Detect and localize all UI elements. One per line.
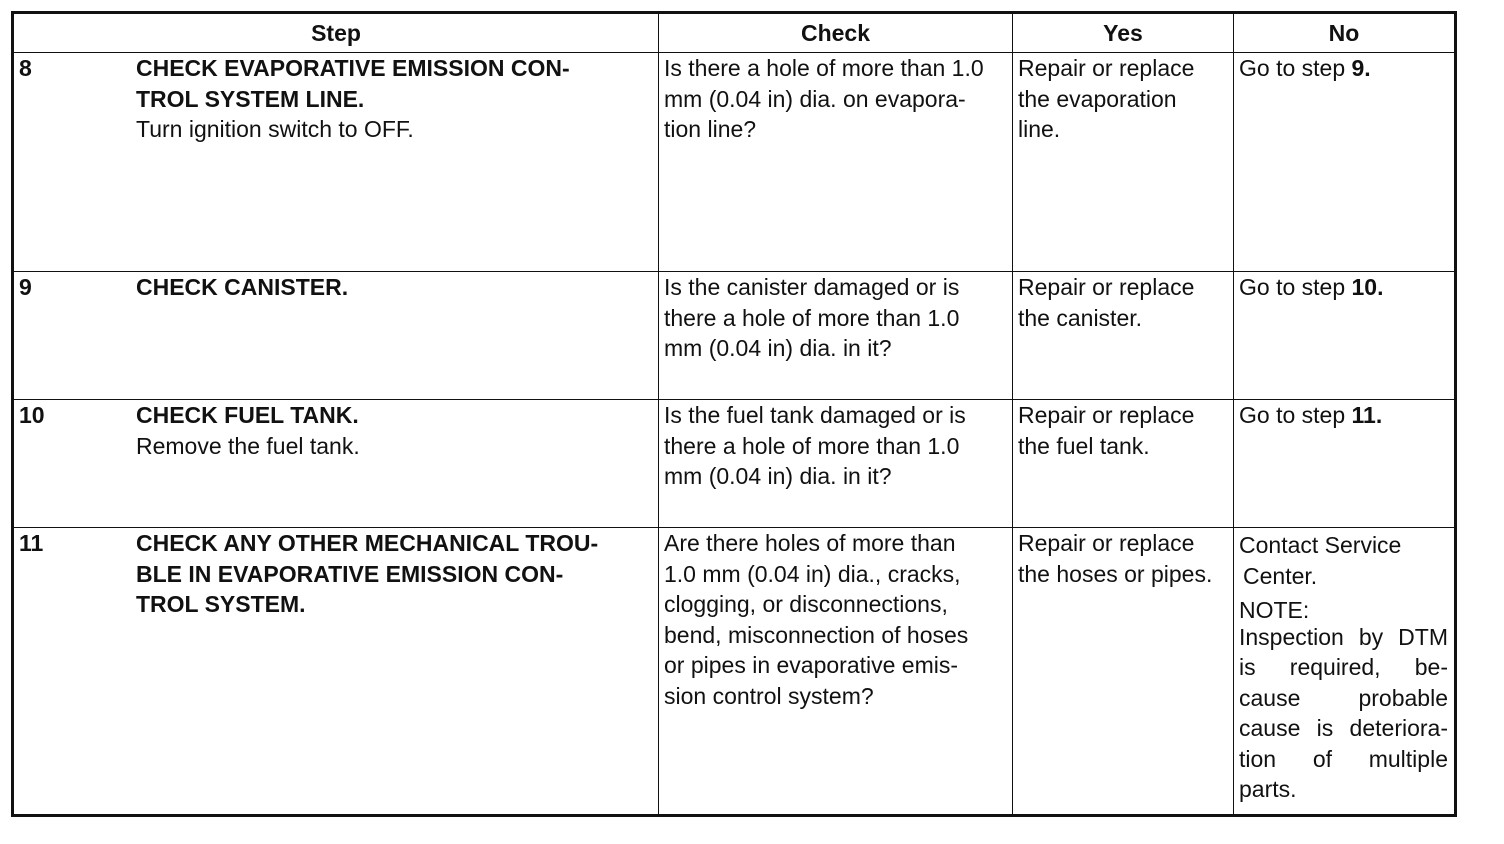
step-title [14, 53, 658, 114]
yes-line: the canister. [1018, 304, 1143, 331]
no-prefix: Go to step [1239, 274, 1346, 300]
yes-cell [1013, 272, 1234, 400]
yes-cell [1013, 400, 1234, 528]
step-number: 11 [19, 530, 44, 556]
step-title-line: BLE IN EVAPORATIVE EMISSION CON- [136, 560, 564, 587]
check-line: sion control system? [664, 682, 874, 709]
check-line: or pipes in evaporative emis- [664, 652, 959, 678]
step-number: 10 [19, 402, 45, 428]
no-step-link[interactable]: 10. [1351, 274, 1384, 300]
check-line: bend, misconnection of hoses [664, 621, 969, 648]
contact-line: Contact Service [1239, 532, 1402, 558]
header-no: No [1234, 13, 1456, 53]
table-row [13, 528, 1456, 816]
check-line: there a hole of more than 1.0 [664, 304, 960, 331]
step-cell [13, 400, 659, 528]
yes-line: the fuel tank. [1018, 432, 1150, 459]
no-cell [1234, 528, 1456, 816]
note-label: NOTE: [1239, 597, 1310, 623]
step-cell [13, 53, 659, 272]
check-line: clogging, or disconnections, [664, 591, 948, 617]
step-cell [13, 528, 659, 816]
check-line: Is the fuel tank damaged or is [664, 402, 966, 428]
step-title-line: CHECK ANY OTHER MECHANICAL TROU- [136, 530, 599, 556]
no-cell [1234, 53, 1456, 272]
no-prefix: Go to step [1239, 55, 1346, 81]
table-row [13, 272, 1456, 400]
table-row [13, 400, 1456, 528]
check-cell [659, 272, 1013, 400]
header-check: Check [659, 13, 1013, 53]
yes-cell [1013, 528, 1234, 816]
check-line: 1.0 mm (0.04 in) dia., cracks, [664, 560, 961, 587]
yes-cell [1013, 53, 1234, 272]
step-title-line: TROL SYSTEM. [136, 591, 306, 617]
step-title [14, 528, 658, 620]
check-line: Are there holes of more than [664, 530, 956, 556]
step-title-line: TROL SYSTEM LINE. [136, 85, 365, 112]
check-line: mm (0.04 in) dia. in it? [664, 335, 892, 361]
step-title: CHECK FUEL TANK. [136, 402, 359, 428]
step-number: 9 [19, 274, 32, 300]
yes-line: the hoses or pipes. [1018, 560, 1213, 587]
yes-line: line. [1018, 116, 1061, 142]
check-cell [659, 400, 1013, 528]
step-number: 8 [19, 55, 32, 81]
yes-line: Repair or replace [1018, 55, 1195, 81]
no-cell [1234, 400, 1456, 528]
check-line: tion line? [664, 116, 757, 142]
header-row [13, 13, 1456, 53]
no-cell [1234, 272, 1456, 400]
check-cell [659, 528, 1013, 816]
step-instruction: Turn ignition switch to OFF. [136, 116, 414, 142]
no-prefix: Go to step [1239, 402, 1346, 428]
check-line: mm (0.04 in) dia. in it? [664, 463, 892, 489]
check-line: Is the canister damaged or is [664, 274, 960, 300]
step-instruction: Remove the fuel tank. [136, 432, 360, 459]
header-yes: Yes [1013, 13, 1234, 53]
yes-line: Repair or replace [1018, 274, 1195, 300]
yes-line: Repair or replace [1018, 402, 1195, 428]
no-step-link[interactable]: 11. [1351, 402, 1383, 428]
yes-line: Repair or replace [1018, 530, 1195, 556]
note-text: Inspection by DTM is required, be- cause probable cause is deteriora- tion of multiple parts. [1239, 623, 1448, 802]
troubleshooting-table [11, 11, 1457, 817]
check-line: there a hole of more than 1.0 [664, 432, 960, 459]
check-cell [659, 53, 1013, 272]
step-cell [13, 272, 659, 400]
step-title: CHECK CANISTER. [136, 274, 349, 300]
header-step: Step [13, 13, 659, 53]
contact-line: Center. [1243, 562, 1318, 589]
step-title-line: CHECK EVAPORATIVE EMISSION CON- [136, 55, 570, 81]
no-step-link[interactable]: 9. [1351, 55, 1371, 81]
check-line: mm (0.04 in) dia. on evapora- [664, 85, 966, 112]
yes-line: the evaporation [1018, 85, 1177, 112]
table-row [13, 53, 1456, 272]
check-line: Is there a hole of more than 1.0 [664, 55, 984, 81]
